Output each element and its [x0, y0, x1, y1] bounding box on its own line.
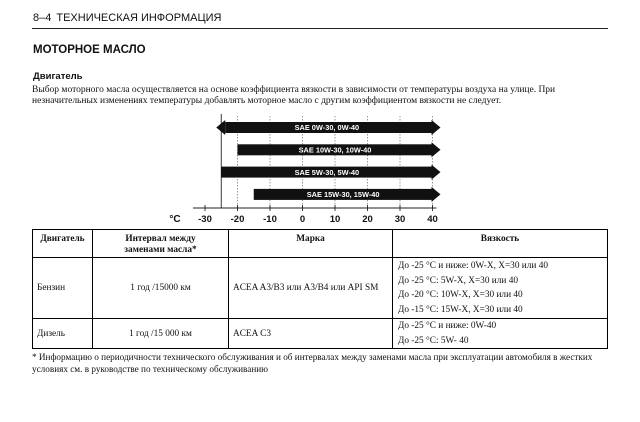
interval-cell: 1 год /15000 км: [93, 258, 229, 319]
x-tick-label: 10: [329, 214, 341, 225]
bar-arrow-right: [432, 187, 441, 202]
viscosity-cell: [393, 319, 608, 349]
spec-cell: ACEA C3: [229, 319, 393, 349]
engine-cell: Дизель: [33, 319, 93, 349]
header-viscosity: Вязкость: [393, 230, 608, 258]
subsection-title: Двигатель: [33, 71, 83, 82]
section-title: МОТОРНОЕ МАСЛО: [33, 44, 146, 56]
header-rule: [32, 28, 608, 29]
viscosity-line: До -25 °C: 5W- 40: [398, 335, 469, 346]
bar-arrow-left: [216, 120, 225, 135]
page-header: [33, 12, 221, 24]
bar-label: SAE 0W-30, 0W-40: [294, 123, 360, 133]
header-engine: Двигатель: [33, 230, 93, 258]
viscosity-cell: [393, 258, 608, 319]
x-axis-unit-label: °C: [169, 214, 181, 225]
x-tick-label: 30: [394, 214, 406, 225]
chapter-title: ТЕХНИЧЕСКАЯ ИНФОРМАЦИЯ: [56, 12, 222, 24]
x-tick-label: 20: [362, 214, 373, 225]
bar-label: SAE 10W-30, 10W-40: [298, 145, 372, 155]
header-spec: Марка: [229, 230, 393, 258]
x-tick-label: 40: [427, 214, 438, 225]
x-tick-label: -20: [230, 214, 245, 225]
header-interval: Интервал между заменами масла*: [93, 230, 229, 258]
viscosity-temperature-chart: [160, 110, 450, 228]
footnote: * Информацию о периодичности технического обслуживания и об интервалах между заменами масла при эксплуатации автомобиля в жестких условиях см. в руководстве по техническому обслуживанию: [32, 352, 593, 374]
viscosity-line: До -25 °C: 5W-X, X=30 или 40: [398, 275, 519, 286]
viscosity-line: До -25 °C и ниже: 0W-X, X=30 или 40: [398, 261, 549, 271]
spec-cell: ACEA A3/B3 или A3/B4 или API SM: [229, 258, 393, 319]
table-row: [33, 319, 608, 349]
bar-arrow-right: [432, 142, 441, 157]
engine-cell: Бензин: [33, 258, 93, 319]
viscosity-line: До -25 °C и ниже: 0W-40: [398, 321, 497, 331]
interval-cell: 1 год /15 000 км: [93, 319, 229, 349]
viscosity-line: До -20 °C: 10W-X, X=30 или 40: [398, 290, 523, 300]
x-tick-label: 0: [299, 214, 306, 225]
intro-paragraph: Выбор моторного масла осуществляется на основе коэффициента вязкости в зависимости от температуры воздуха на улице. При незначительных изменениях температуры добавлять моторное масло с другим коэффициентом вязкости не следует.: [32, 85, 556, 106]
table-header-row: [33, 230, 608, 258]
bar-arrow-right: [432, 120, 441, 135]
bar-label: SAE 5W-30, 5W-40: [294, 167, 360, 177]
x-tick-label: -30: [198, 214, 212, 225]
bar-label: SAE 15W-30, 15W-40: [306, 190, 380, 200]
bar-arrow-right: [432, 165, 441, 180]
x-tick-label: -10: [263, 214, 277, 225]
page-number: 8–4: [33, 12, 52, 24]
viscosity-line: До -15 °C: 15W-X, X=30 или 40: [398, 304, 523, 315]
table-row: [33, 258, 608, 319]
oil-spec-table: [32, 229, 608, 349]
